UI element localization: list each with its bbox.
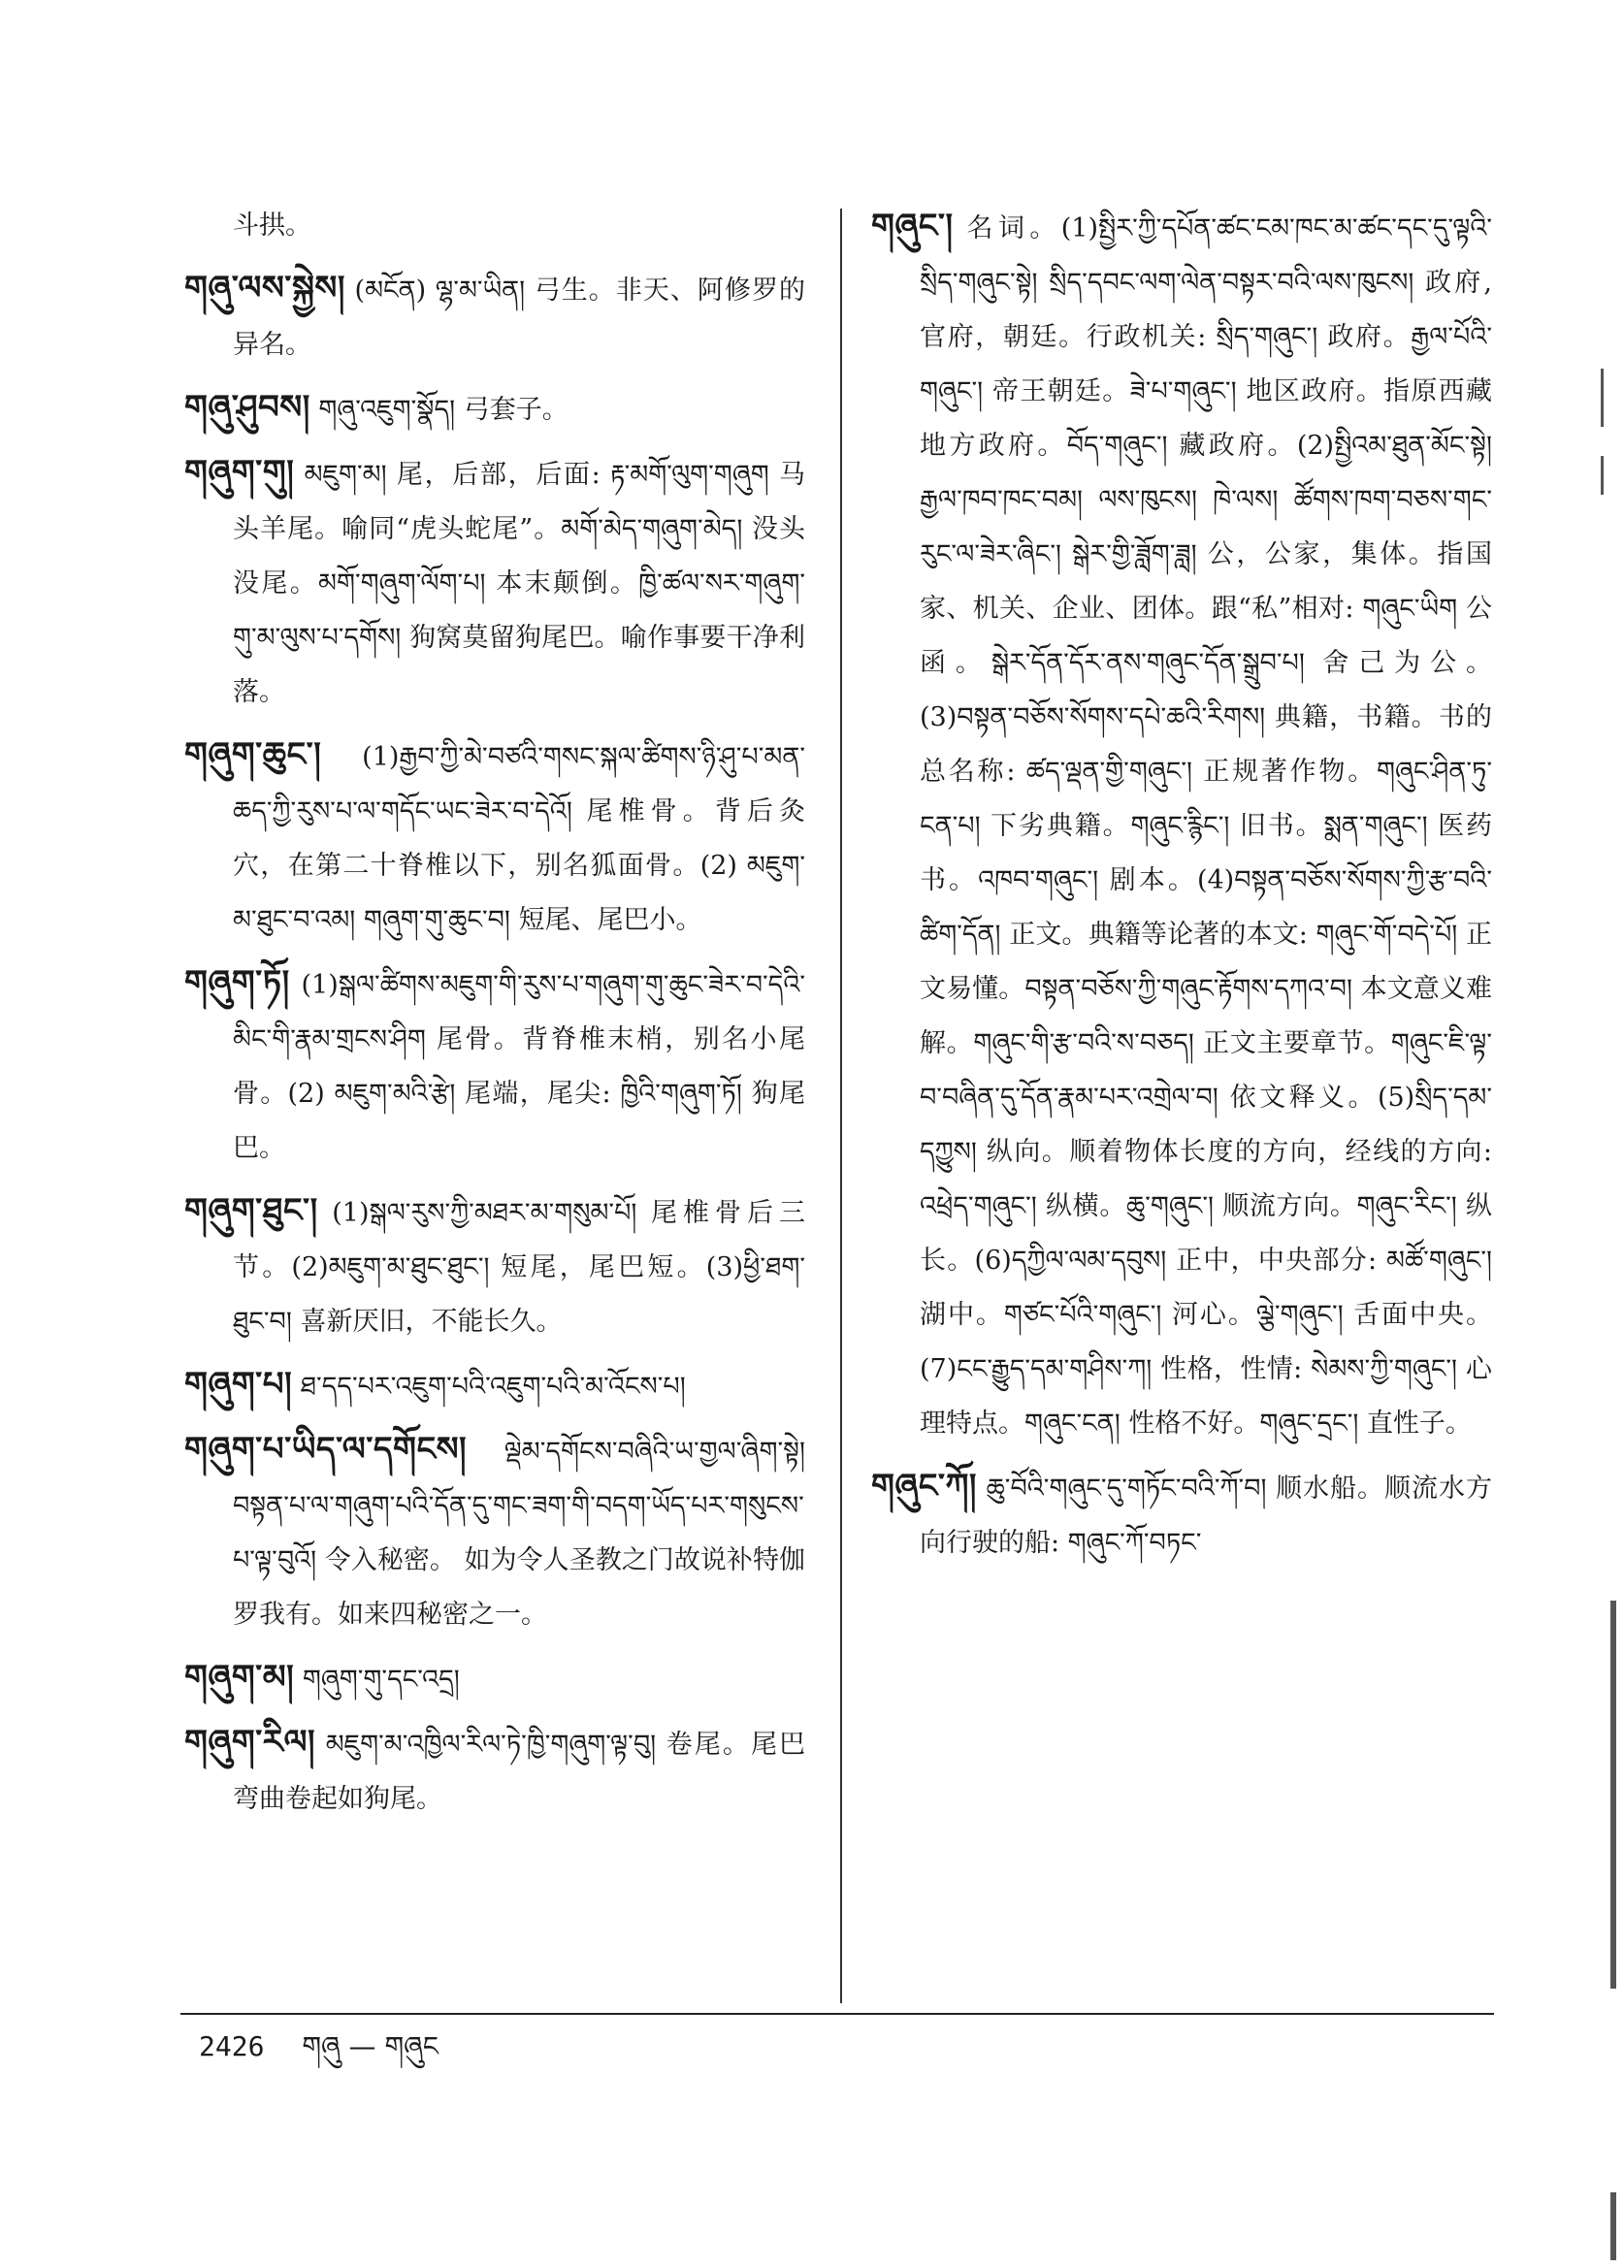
dictionary-entry [184, 1715, 805, 1827]
dictionary-entry [871, 199, 1492, 1451]
dictionary-entry [871, 1459, 1492, 1571]
headword: གཞུག་རིལ། [184, 1723, 316, 1762]
headword: གཞུག་པ་ཡིད་ལ་དགོངས། [184, 1430, 468, 1469]
definition: 名词。(1)སྤྱིར་ཀྱི་དཔོན་ཚང་ངམ་ཁང་མ་ཚང་དང་དུ་ལྟའི་སྲིད་གཞུང་སྟེ། སྲིད་དབང་ལག་ལེན་བསྟར་བའི་ལས་ཁུངས། 政府,官府，朝廷。行政机关: སྲིད་གཞུང་། 政府。རྒྱལ་པོའི་གཞུང་། 帝王朝廷。ཟེ་པ་གཞུང་། 地区政府。指原西藏地方政府。བོད་གཞུང་། 藏政府。(2)སྤྱིའམ་ཐུན་མོང་སྟེ། རྒྱལ་ཁབ་ཁང་བམ། ལས་ཁུངས། ཁེ་ལས། ཚོགས་ཁག་བཅས་གང་རུང་ལ་ཟེར་ཞིང་། སྒེར་གྱི་ཟློག་ཟླ། 公，公家，集体。指国家、机关、企业、团体。跟“私”相对: གཞུང་ཡིག 公函。སྒེར་དོན་དོར་ནས་གཞུང་དོན་སྒྲུབ་པ། 舍己为公。(3)བསྟན་བཅོས་སོགས་དཔེ་ཆའི་རིགས། 典籍，书籍。书的总名称: ཚད་ལྡན་གྱི་གཞུང་། 正规著作物。གཞུང་ཤིན་ཏུ་ངན་པ། 下劣典籍。གཞུང་རྙིང་། 旧书。སྨན་གཞུང་། 医药书。འཁབ་གཞུང་། 剧本。(4)བསྟན་བཅོས་སོགས་ཀྱི་རྩ་བའི་ཚིག་དོན། 正文。典籍等论著的本文: གཞུང་གོ་བདེ་པོ། 正文易懂。བསྟན་བཅོས་ཀྱི་གཞུང་རྟོགས་དཀའ་བ། 本文意义难解。གཞུང་གི་རྩ་བའི་ས་བཅད། 正文主要章节。གཞུང་ཇི་ལྟ་བ་བཞིན་དུ་དོན་རྣམ་པར་འགྲེལ་བ། 依文释义。(5)སྲིད་དམ་དཀྱུས། 纵向。顺着物体长度的方向，经线的方向: འཕྲེད་གཞུང་། 纵横。ཆུ་གཞུང་། 顺流方向。གཞུང་རིང་། 纵长。(6)དཀྱིལ་ལམ་དབུས། 正中，中央部分: མཚོ་གཞུང་། 湖中。གཙང་པོའི་གཞུང་། 河心。ལྕེ་གཞུང་། 舌面中央。(7)ངང་རྒྱུད་དམ་གཤིས་ཀ། 性格，性情: སེམས་ཀྱི་གཞུང་། 心理特点。གཞུང་ངན། 性格不好。གཞུང་དྲང་། 直性子。 [920, 213, 1492, 1439]
dictionary-entry [184, 261, 805, 373]
dictionary-entry [184, 728, 805, 948]
scan-edge-mark [1601, 369, 1604, 427]
dictionary-entry [184, 380, 805, 437]
definition: མཇུག་མ། 尾，后部，后面: རྟ་མགོ་ལུག་གཞུག 马头羊尾。喻同“虎头蛇尾”。མགོ་མེད་གཞུག་མེད། 没头没尾。མགོ་གཞུག་ལོག་པ། 本末颠倒。ཁྱི་ཚལ་སར་གཞུག་གུ་མ་ལུས་པ་དགོས། 狗窝莫留狗尾巴。喻作事要干净利落。 [233, 460, 805, 707]
definition: (1)སྒལ་ཚིགས་མཇུག་གི་རུས་པ་གཞུག་གུ་ཆུང་ཟེར་བ་དེའི་མིང་གི་རྣམ་གྲངས་ཤིག 尾骨。背脊椎末梢，别名小尾骨。(2) མཇུག་མའི་རྩེ། 尾端，尾尖: ཁྱིའི་གཞུག་ཏོ། 狗尾巴。 [233, 970, 805, 1163]
headword: གཞུང་། [871, 207, 954, 245]
scan-edge-mark [1610, 2192, 1616, 2260]
page-range-header: གཞུ — གཞུང [302, 2030, 438, 2062]
headword: གཞུག་ཆུང་། [184, 735, 322, 774]
definition: (1)སྒལ་རུས་ཀྱི་མཐར་མ་གསུམ་པོ། 尾椎骨后三节。(2)མཇུག་མ་ཐུང་ཐུང་། 短尾，尾巴短。(3)ཕྱི་ཐག་ཐུང་བ། 喜新厌旧，不能长久。 [233, 1198, 805, 1337]
definition: གཞུ་འཇུག་སྣོད། 弓套子。 [318, 395, 568, 425]
headword: གཞུ་ཤུབས། [184, 388, 310, 427]
dictionary-entry [184, 1183, 805, 1349]
definition: (1)རྒྱབ་ཀྱི་མེ་བཙའི་གསང་སྐལ་ཚིགས་ཉི་ཤུ་པ་མན་ཆད་ཀྱི་རུས་པ་ལ་གདོང་ཡང་ཟེར་བ་དེའོ། 尾椎骨。背后灸穴，在第二十脊椎以下，别名狐面骨。(2) མཇུག་མ་ཐུང་བ་འམ། གཞུག་གུ་ཆུང་བ། 短尾、尾巴小。 [233, 742, 805, 935]
definition: མཇུག་མ་འཁྱིལ་རིལ་ཏེ་ཁྱི་གཞུག་ལྟ་བུ། 卷尾。尾巴弯曲卷起如狗尾。 [233, 1730, 806, 1814]
headword: གཞུག་གུ། [184, 453, 295, 492]
headword: གཞུ་ལས་སྐྱེས། [184, 269, 345, 308]
page-footer [199, 2027, 438, 2066]
dictionary-entry [184, 1357, 805, 1414]
right-column [871, 199, 1492, 1578]
left-column [184, 199, 805, 1834]
headword: གཞུག་ཏོ། [184, 963, 290, 1002]
definition: (མངོན) ལྷ་མ་ཡིན། 弓生。非天、阿修罗的异名。 [233, 275, 805, 360]
scan-edge-mark [1601, 456, 1604, 495]
dictionary-entry [184, 445, 805, 720]
dictionary-entry [184, 956, 805, 1176]
dictionary-entry [184, 1422, 805, 1642]
headword: གཞུང་ཀོ། [871, 1467, 977, 1506]
footer-rule [180, 2013, 1494, 2015]
dictionary-entry [184, 1650, 805, 1707]
scan-edge-mark [1610, 1601, 1616, 1989]
headword: གཞུག་པ། [184, 1365, 293, 1404]
definition: ཐ་དད་པར་འཇུག་པའི་འཇུག་པའི་མ་འོངས་པ། [300, 1372, 686, 1402]
definition: ཆུ་བོའི་གཞུང་དུ་གཏོང་བའི་ཀོ་བ། 顺水船。顺流水方向行驶的船: གཞུང་ཀོ་བཏང་ [920, 1474, 1492, 1558]
continuation-text: 斗拱。 [233, 211, 311, 241]
definition: ལྡེམ་དགོངས་བཞིའི་ཡ་གྱལ་ཞིག་སྟེ། བསྟན་པ་ལ་གཞུག་པའི་དོན་དུ་གང་ཟག་གི་བདག་ཡོད་པར་གསུངས་པ་ལྟ་བུའོ། 令入秘密。 如为令人圣教之门故说补特伽罗我有。如来四秘密之一。 [233, 1437, 805, 1630]
column-divider [840, 209, 842, 2003]
headword: གཞུག་ཐུང་། [184, 1191, 318, 1230]
page-number: 2426 [199, 2030, 265, 2062]
headword: གཞུག་མ། [184, 1658, 295, 1697]
definition: གཞུག་གུ་དང་འདྲ། [302, 1665, 460, 1695]
